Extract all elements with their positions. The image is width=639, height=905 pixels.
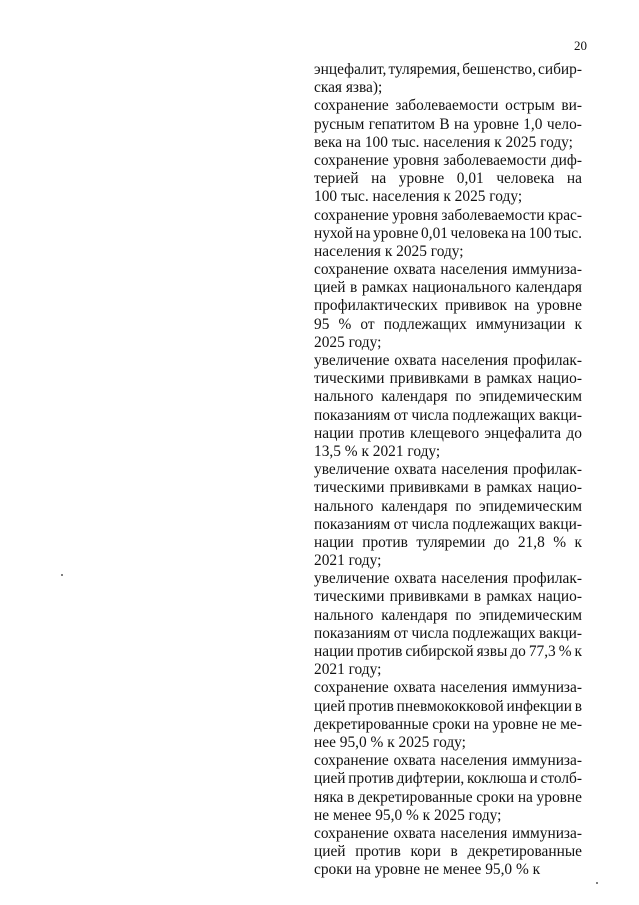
text-line: сохранение охвата населения иммуниза- — [314, 752, 582, 770]
text-line: сохранение уровня заболеваемости диф- — [314, 151, 582, 169]
text-line: показаниям от числа подлежащих вакци- — [314, 406, 582, 424]
text-line: увеличение охвата населения профилак- — [314, 461, 582, 479]
text-line: нального календаря по эпидемическим — [314, 497, 582, 515]
text-line: показаниям от числа подлежащих вакци- — [314, 624, 582, 642]
paragraph — [314, 825, 582, 880]
text-line: сохранение охвата населения иммуниза- — [314, 679, 582, 697]
paragraph — [314, 97, 582, 152]
text-line: населения к 2025 году; — [314, 242, 464, 260]
text-line: увеличение охвата населения профилак- — [314, 352, 582, 369]
text-line: показаниям от числа подлежащих вакци- — [314, 515, 582, 533]
text-line: декретированные сроки на уровне не ме- — [314, 715, 582, 733]
text-line: сроки на уровне не менее 95,0 % к — [314, 861, 541, 879]
text-column — [314, 61, 582, 879]
paragraph — [314, 152, 582, 207]
text-line: нации против туляремии до 21,8 % к — [314, 533, 582, 551]
paragraph — [314, 261, 582, 352]
text-line: нации против клещевого энцефалита до — [314, 424, 582, 442]
text-line: 2021 году; — [314, 552, 382, 570]
text-line: терией на уровне 0,01 человека на — [314, 170, 582, 188]
text-line: нального календаря по эпидемическим — [314, 388, 582, 406]
text-line: нального календаря по эпидемическим — [314, 606, 582, 624]
text-line: профилактических прививок на уровне — [314, 297, 582, 315]
text-line: тическими прививками в рамках нацио- — [314, 370, 582, 388]
paragraph — [314, 352, 582, 461]
text-line: 13,5 % к 2021 году; — [314, 442, 441, 460]
text-line: сохранение заболеваемости острым ви- — [314, 97, 582, 115]
paragraph — [314, 207, 582, 262]
text-line: сохранение уровня заболеваемости крас- — [314, 206, 582, 224]
paragraph — [314, 461, 582, 570]
text-line: увеличение охвата населения профилак- — [314, 570, 582, 588]
text-line: нации против сибирской язвы до 77,3 % к — [314, 643, 582, 660]
text-line: тическими прививками в рамках нацио- — [314, 588, 582, 606]
text-line: 2021 году; — [314, 661, 382, 679]
text-line: цией против дифтерии, коклюша и столб- — [314, 770, 582, 788]
text-line: няка в декретированные сроки на уровне — [314, 788, 582, 806]
text-line: сохранение охвата населения иммуниза- — [314, 261, 582, 279]
text-line: цией против кори в декретированные — [314, 843, 582, 861]
text-line: нее 95,0 % к 2025 году; — [314, 733, 466, 751]
text-line: 100 тыс. населения к 2025 году; — [314, 188, 523, 206]
text-line: ская язва); — [314, 79, 383, 97]
text-line: цией в рамках национального календаря — [314, 279, 582, 297]
scan-speck — [596, 882, 598, 884]
text-line: энцефалит, туляремия, бешенство, сибир- — [314, 61, 582, 78]
text-line: 2025 году; — [314, 333, 382, 351]
text-line: цией против пневмококковой инфекции в — [314, 697, 582, 715]
paragraph — [314, 752, 582, 825]
paragraph — [314, 679, 582, 752]
text-line: русным гепатитом В на уровне 1,0 чело- — [314, 115, 582, 133]
text-line: 95 % от подлежащих иммунизации к — [314, 315, 582, 333]
text-line: не менее 95,0 % к 2025 году; — [314, 806, 502, 824]
text-line: тическими прививками в рамках нацио- — [314, 479, 582, 497]
scan-speck — [61, 574, 63, 576]
text-line: сохранение охвата населения иммуниза- — [314, 824, 582, 842]
paragraph — [314, 570, 582, 679]
paragraph — [314, 61, 582, 97]
text-line: века на 100 тыс. населения к 2025 году; — [314, 133, 573, 151]
text-line: нухой на уровне 0,01 человека на 100 тыс. — [314, 224, 582, 242]
page-number: 20 — [574, 38, 587, 53]
